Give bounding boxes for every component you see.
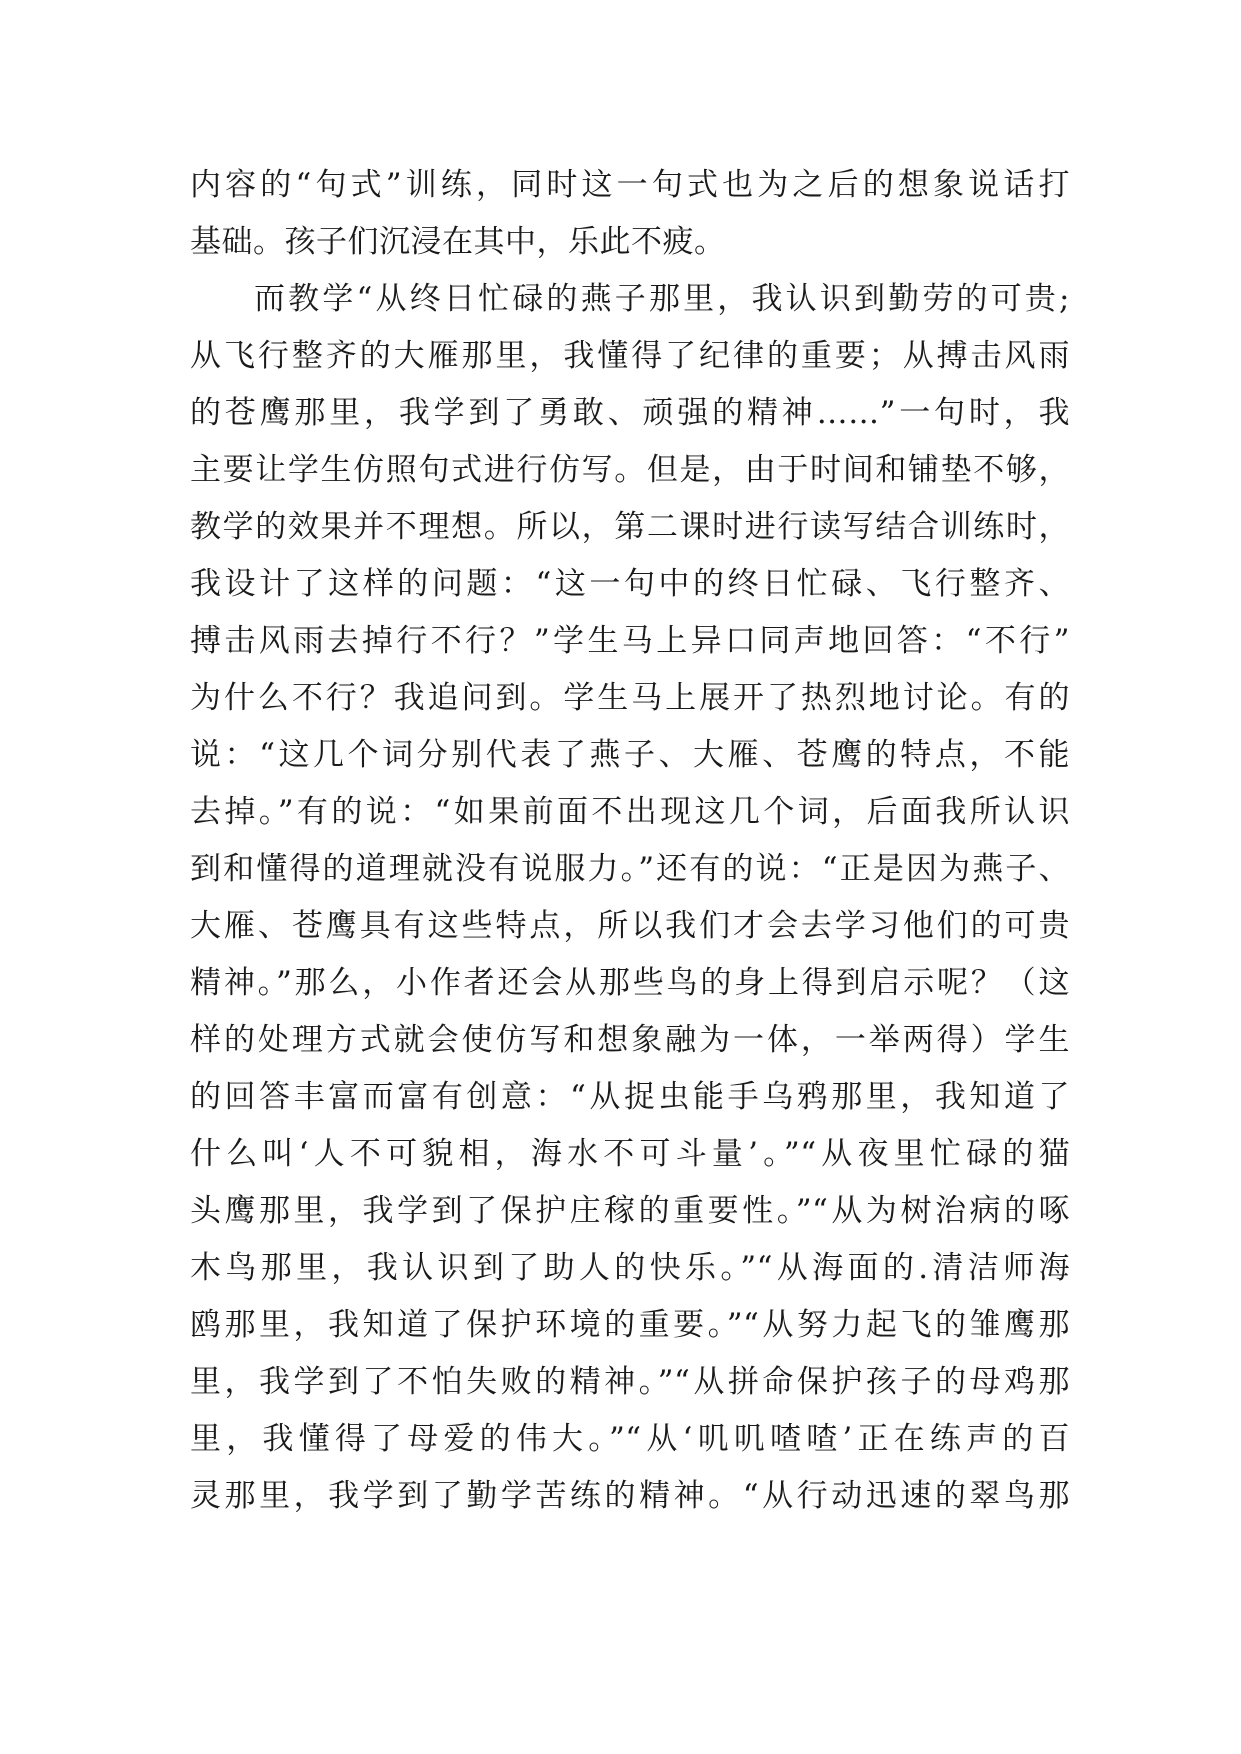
text-line: 里，我懂得了母爱的伟大。”“从‘叽叽喳喳’正在练声的百 <box>190 1421 1070 1457</box>
text-line: 从飞行整齐的大雁那里，我懂得了纪律的重要；从搏击风雨 <box>190 338 1070 374</box>
text-line: 木鸟那里，我认识到了助人的快乐。”“从海面的.清洁师海 <box>190 1250 1070 1286</box>
text-line: 什么叫‘人不可貌相，海水不可斗量’。”“从夜里忙碌的猫 <box>190 1136 1070 1172</box>
text-line: 主要让学生仿照句式进行仿写。但是，由于时间和铺垫不够， <box>190 452 1070 488</box>
text-line: 去掉。”有的说：“如果前面不出现这几个词，后面我所认识 <box>190 794 1070 830</box>
text-line: 灵那里，我学到了勤学苦练的精神。“从行动迅速的翠鸟那 <box>190 1478 1070 1514</box>
text-line: 为什么不行？我追问到。学生马上展开了热烈地讨论。有的 <box>190 680 1070 716</box>
text-line: 教学的效果并不理想。所以，第二课时进行读写结合训练时， <box>190 509 1070 545</box>
text-line: 的回答丰富而富有创意：“从捉虫能手乌鸦那里，我知道了 <box>190 1079 1070 1115</box>
text-line: 说：“这几个词分别代表了燕子、大雁、苍鹰的特点，不能 <box>190 737 1070 773</box>
text-line: 鸥那里，我知道了保护环境的重要。”“从努力起飞的雏鹰那 <box>190 1307 1070 1343</box>
text-line: 大雁、苍鹰具有这些特点，所以我们才会去学习他们的可贵 <box>190 908 1070 944</box>
text-line: 我设计了这样的问题：“这一句中的终日忙碌、飞行整齐、 <box>190 566 1070 602</box>
text-line: 头鹰那里，我学到了保护庄稼的重要性。”“从为树治病的啄 <box>190 1193 1070 1229</box>
text-line: 搏击风雨去掉行不行？”学生马上异口同声地回答：“不行” <box>190 623 1070 659</box>
text-line: 而教学“从终日忙碌的燕子那里，我认识到勤劳的可贵; <box>254 281 1070 317</box>
text-line: 里，我学到了不怕失败的精神。”“从拼命保护孩子的母鸡那 <box>190 1364 1070 1400</box>
text-line: 的苍鹰那里，我学到了勇敢、顽强的精神……”一句时，我 <box>190 395 1070 431</box>
text-line: 到和懂得的道理就没有说服力。”还有的说：“正是因为燕子、 <box>190 851 1070 887</box>
body-text <box>190 157 1070 1525</box>
text-line: 基础。孩子们沉浸在其中，乐此不疲。 <box>190 224 726 260</box>
text-line: 内容的“句式”训练，同时这一句式也为之后的想象说话打 <box>190 167 1070 203</box>
text-line: 样的处理方式就会使仿写和想象融为一体，一举两得）学生 <box>190 1022 1070 1058</box>
text-line: 精神。”那么，小作者还会从那些鸟的身上得到启示呢？（这 <box>190 965 1070 1001</box>
